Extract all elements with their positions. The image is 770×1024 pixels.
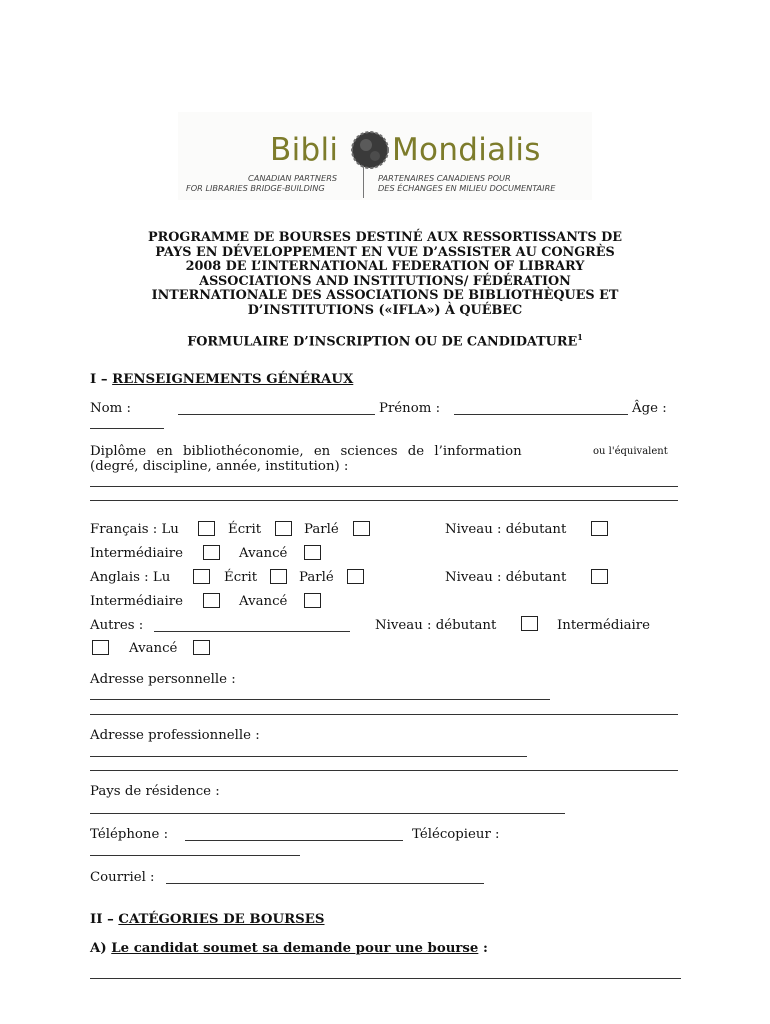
francais-parle-checkbox[interactable] bbox=[353, 521, 370, 536]
adresse-pro-label: Adresse professionnelle : bbox=[90, 728, 260, 743]
logo-fr-line2: DES ÉCHANGES EN MILIEU DOCUMENTAIRE bbox=[378, 183, 556, 193]
pays-field[interactable] bbox=[90, 813, 565, 814]
logo-fr-line1: PARTENAIRES CANADIENS POUR bbox=[378, 173, 511, 183]
section2-heading: II – CATÉGORIES DE BOURSES bbox=[90, 912, 325, 927]
logo-word-left: Bibli bbox=[270, 132, 339, 168]
francais-intermediaire-label: Intermédiaire bbox=[90, 546, 184, 561]
francais-niveau-label: Niveau : débutant bbox=[445, 522, 567, 537]
anglais-debutant-checkbox[interactable] bbox=[591, 569, 608, 584]
nom-label: Nom : bbox=[90, 401, 131, 416]
autres-avance-checkbox[interactable] bbox=[193, 640, 210, 655]
anglais-intermediaire-checkbox[interactable] bbox=[203, 593, 220, 608]
anglais-ecrit-checkbox[interactable] bbox=[270, 569, 287, 584]
anglais-ecrit-label: Écrit bbox=[224, 570, 258, 585]
logo-en-line1: CANADIAN PARTNERS bbox=[248, 173, 338, 183]
title-line: PAYS EN DÉVELOPPEMENT EN VUE D’ASSISTER AU CONGRÈS bbox=[155, 244, 615, 260]
francais-lu-checkbox[interactable] bbox=[198, 521, 215, 536]
biblio-mondialis-logo bbox=[178, 112, 592, 200]
pays-label: Pays de résidence : bbox=[90, 784, 220, 799]
anglais-lu-checkbox[interactable] bbox=[193, 569, 210, 584]
logo-divider bbox=[363, 166, 364, 198]
telephone-field[interactable] bbox=[185, 840, 403, 841]
section2-a-question: A) Le candidat soumet sa demande pour une bourse : bbox=[90, 941, 488, 956]
francais-parle-label: Parlé bbox=[304, 522, 339, 537]
diplome-label: Diplôme en bibliothéconomie, en sciences de l’information bbox=[90, 444, 522, 459]
anglais-parle-checkbox[interactable] bbox=[347, 569, 364, 584]
anglais-label: Anglais : Lu bbox=[90, 570, 171, 585]
age-label: Âge : bbox=[632, 401, 667, 416]
nom-field[interactable] bbox=[178, 414, 375, 415]
section1-heading: I – RENSEIGNEMENTS GÉNÉRAUX bbox=[90, 372, 354, 387]
adresse-perso-field-line1[interactable] bbox=[90, 699, 550, 700]
prenom-field[interactable] bbox=[454, 414, 628, 415]
francais-ecrit-checkbox[interactable] bbox=[275, 521, 292, 536]
autres-avance-label: Avancé bbox=[129, 641, 178, 656]
document-title bbox=[90, 231, 680, 319]
adresse-pro-field-line1[interactable] bbox=[90, 756, 527, 757]
diplome-field-line2[interactable] bbox=[90, 500, 678, 501]
francais-intermediaire-checkbox[interactable] bbox=[203, 545, 220, 560]
francais-ecrit-label: Écrit bbox=[228, 522, 262, 537]
diplome-field-line1[interactable] bbox=[90, 486, 678, 487]
title-line: D’INSTITUTIONS («IFLA») À QUÉBEC bbox=[247, 302, 523, 318]
autres-intermediaire-label: Intermédiaire bbox=[557, 618, 651, 633]
diplome-details-label: (degré, discipline, année, institution) : bbox=[90, 459, 349, 474]
prenom-label: Prénom : bbox=[379, 401, 441, 416]
title-line: INTERNATIONALE DES ASSOCIATIONS DE BIBLIOTHÈQUES ET bbox=[151, 288, 619, 304]
telecopieur-label: Télécopieur : bbox=[412, 827, 500, 842]
age-field[interactable] bbox=[90, 428, 164, 429]
anglais-niveau-label: Niveau : débutant bbox=[445, 570, 567, 585]
francais-debutant-checkbox[interactable] bbox=[591, 521, 608, 536]
form-title: FORMULAIRE D’INSCRIPTION OU DE CANDIDATURE$^1$ bbox=[187, 332, 583, 350]
francais-avance-checkbox[interactable] bbox=[304, 545, 321, 560]
anglais-avance-label: Avancé bbox=[239, 594, 288, 609]
section2-a-field[interactable] bbox=[90, 978, 681, 979]
autres-niveau-label: Niveau : débutant bbox=[375, 618, 497, 633]
adresse-pro-field-line2[interactable] bbox=[90, 770, 678, 771]
anglais-parle-label: Parlé bbox=[299, 570, 334, 585]
title-line: PROGRAMME DE BOURSES DESTINÉ AUX RESSORTISSANTS DE bbox=[148, 230, 622, 245]
anglais-avance-checkbox[interactable] bbox=[304, 593, 321, 608]
telecopieur-field[interactable] bbox=[90, 855, 300, 856]
autres-field[interactable] bbox=[154, 631, 350, 632]
telephone-label: Téléphone : bbox=[90, 827, 169, 842]
autres-label: Autres : bbox=[90, 618, 144, 633]
courriel-label: Courriel : bbox=[90, 870, 155, 885]
title-line: ASSOCIATIONS AND INSTITUTIONS/ FÉDÉRATION bbox=[199, 273, 571, 289]
courriel-field[interactable] bbox=[166, 883, 484, 884]
adresse-perso-label: Adresse personnelle : bbox=[90, 672, 236, 687]
anglais-intermediaire-label: Intermédiaire bbox=[90, 594, 184, 609]
adresse-perso-field-line2[interactable] bbox=[90, 714, 678, 715]
diplome-equivalent: ou l'équivalent bbox=[593, 446, 668, 457]
footnote-marker: 1 bbox=[577, 332, 583, 342]
title-line: 2008 DE L’INTERNATIONAL FEDERATION OF LIBRARY bbox=[185, 259, 585, 275]
logo-en-line2: FOR LIBRARIES BRIDGE-BUILDING bbox=[186, 183, 325, 193]
logo-globe-icon bbox=[350, 130, 390, 170]
autres-intermediaire-checkbox[interactable] bbox=[92, 640, 109, 655]
logo-word-right: Mondialis bbox=[392, 132, 541, 168]
francais-label: Français : Lu bbox=[90, 522, 179, 537]
autres-debutant-checkbox[interactable] bbox=[521, 616, 538, 631]
francais-avance-label: Avancé bbox=[239, 546, 288, 561]
